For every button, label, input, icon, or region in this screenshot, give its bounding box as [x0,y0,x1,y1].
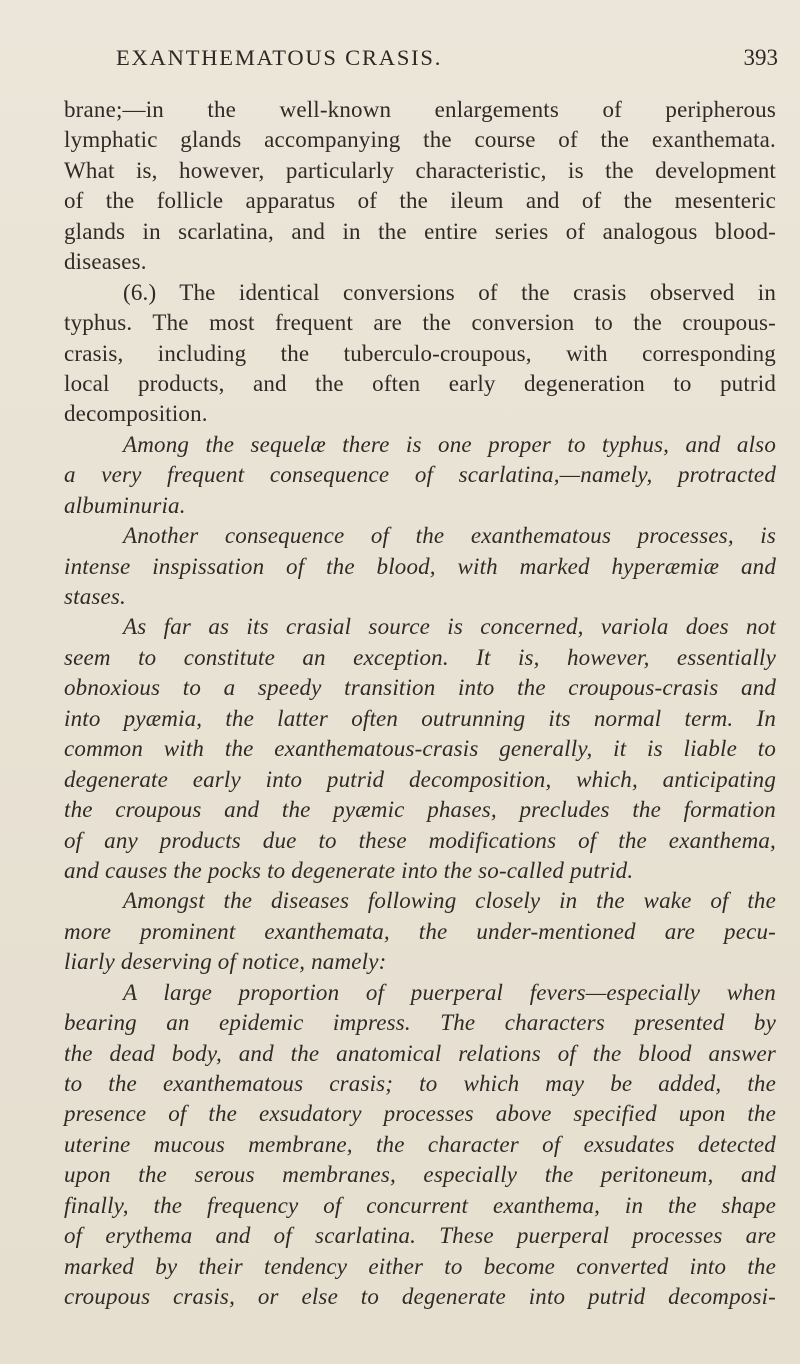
text-line: and causes the pocks to degenerate into the so-called putrid. [64,857,634,883]
text-line: stases. [64,584,126,609]
text-line: albuminuria. [64,492,186,518]
text-line: A large proportion of puerperal fevers—especially when [123,979,776,1005]
text-line: What is, however, particularly characteristic, is the development [64,157,776,183]
running-head [116,42,778,74]
text-line: Amongst the diseases following closely in the wake of the [123,888,776,914]
text-line: Another consequence of the exanthematous processes, is [123,523,776,549]
text-line: bearing an epidemic impress. The characters presented by [64,1010,776,1036]
text-line: of the follicle apparatus of the ileum and of the mesenteric [64,188,776,214]
text-line: a very frequent consequence of scarlatina,—namely, protracted [64,462,776,488]
text-line: common with the exanthematous-crasis generally, it is liable to [64,736,776,762]
text-line: presence of the exsudatory processes above specified upon the [64,1101,776,1127]
text-line: As far as its crasial source is concerned, variola does not [123,614,776,640]
running-title: EXANTHEMATOUS CRASIS. [116,45,443,70]
text-line: decomposition. [64,401,208,427]
text-line: of erythema and of scarlatina. These puerperal processes are [64,1223,776,1249]
text-line: crasis, including the tuberculo-croupous, with corresponding [64,340,776,366]
text-line: brane;—in the well-known enlargements of peripherous [64,97,776,122]
text-line: into pyæmia, the latter often outrunning its normal term. In [64,705,776,731]
text-line: diseases. [64,249,147,275]
text-line: lymphatic glands accompanying the course of the exanthemata. [64,127,776,153]
text-line: degenerate early into putrid decomposition, which, anticipating [64,766,776,792]
text-line: seem to constitute an exception. It is, however, essentially [64,644,776,670]
text-line: typhus. The most frequent are the conversion to the croupous- [64,310,776,336]
text-line: finally, the frequency of concurrent exanthema, in the shape [64,1192,776,1218]
text-line: more prominent exanthemata, the under-mentioned are pecu- [64,918,776,944]
text-line: the dead body, and the anatomical relations of the blood answer [64,1040,776,1066]
text-line: upon the serous membranes, especially the peritoneum, and [64,1162,776,1188]
text-line: marked by their tendency either to become converted into the [64,1253,776,1279]
text-line: croupous crasis, or else to degenerate into putrid decomposi- [64,1284,776,1310]
text-line: to the exanthematous crasis; to which may be added, the [64,1071,776,1096]
text-line: (6.) The identical conversions of the crasis observed in [123,279,776,305]
page-number: 393 [743,45,778,70]
text-line: obnoxious to a speedy transition into the croupous-crasis and [64,675,776,701]
text-line: uterine mucous membrane, the character of exsudates detected [64,1131,776,1157]
body-text [64,95,776,1313]
text-line: of any products due to these modifications of the exanthema, [64,827,776,853]
text-line: Among the sequelæ there is one proper to typhus, and also [123,431,776,457]
text-line: liarly deserving of notice, namely: [64,949,387,975]
text-line: the croupous and the pyæmic phases, precludes the formation [64,797,776,823]
text-line: local products, and the often early degeneration to putrid [64,370,776,396]
text-line: intense inspissation of the blood, with marked hyperæmiæ and [64,553,776,579]
text-line: glands in scarlatina, and in the entire series of analogous blood- [64,218,776,244]
